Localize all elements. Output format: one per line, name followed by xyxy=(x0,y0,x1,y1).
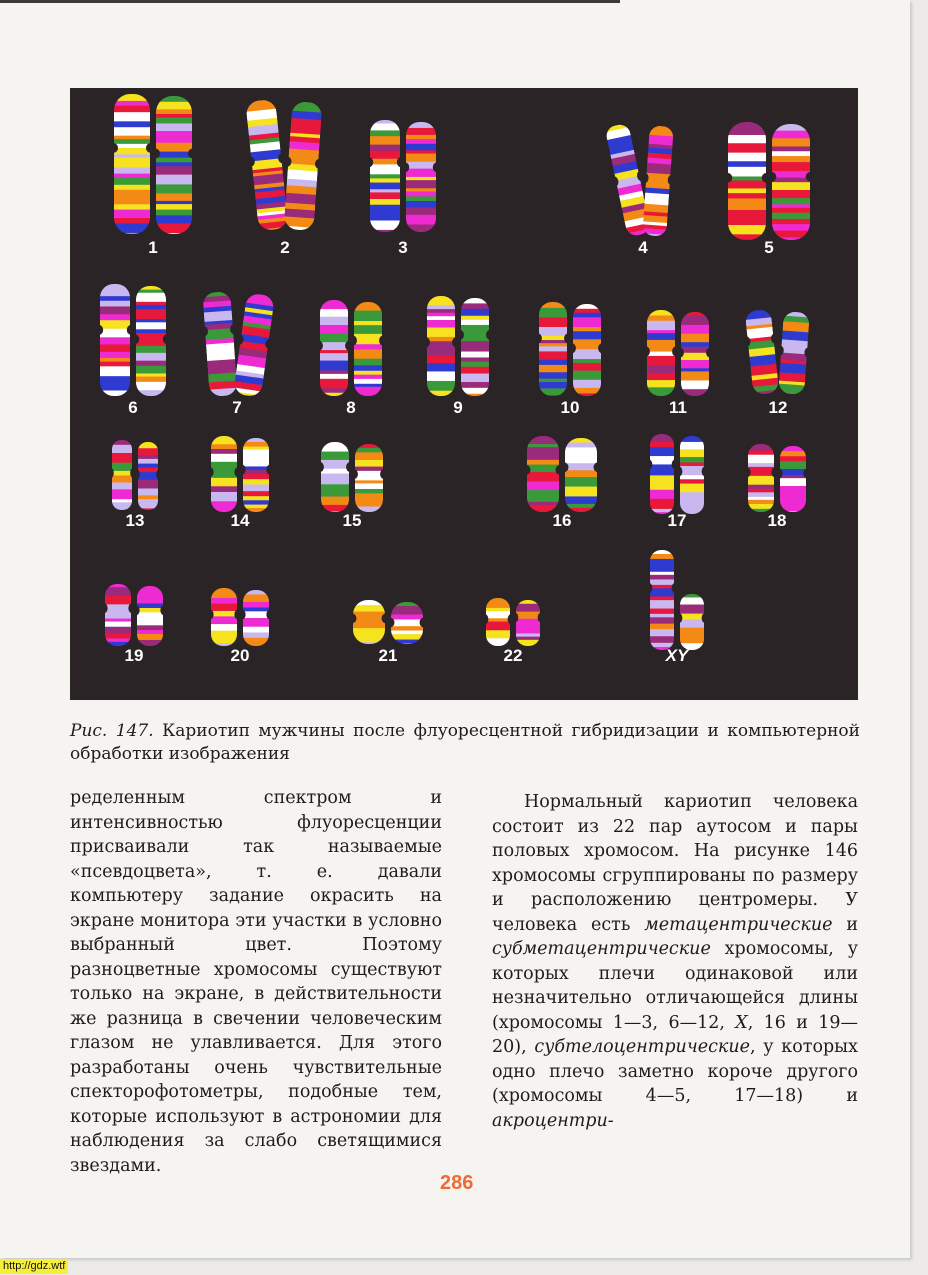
text-column-right xyxy=(492,790,858,1133)
karyotype-figure xyxy=(70,88,858,700)
chromosome-8-a xyxy=(315,300,353,397)
chromosome-18-a xyxy=(743,444,778,519)
chromosome-16-a xyxy=(522,436,565,514)
chromosome-3-a xyxy=(365,120,405,236)
chromosome-y xyxy=(676,594,709,652)
paragraph-karyotype xyxy=(492,790,858,1133)
chromosome-label-13: 13 xyxy=(125,511,145,530)
chromosome-3-b xyxy=(401,122,441,235)
chromosome-13-a xyxy=(108,440,136,512)
term-subtelocentric: субтелоцентрические xyxy=(534,1037,750,1057)
chromosome-16-b xyxy=(560,438,603,517)
chromosome-label-12: 12 xyxy=(768,398,788,417)
chromosome-label-3: 3 xyxy=(398,238,408,257)
chromosome-13-b xyxy=(134,442,162,515)
chromosome-label-17: 17 xyxy=(667,511,687,530)
watermark-link[interactable]: http://gdz.wtf xyxy=(0,1259,68,1274)
chromosome-19-a xyxy=(100,584,135,649)
chromosome-label-10: 10 xyxy=(560,398,580,417)
chromosome-20-b xyxy=(238,590,273,648)
chromosome-label-11: 11 xyxy=(669,398,687,417)
chromosome-label-2: 2 xyxy=(280,238,290,257)
chromosome-14-b xyxy=(238,438,273,518)
paragraph-text: , 16 и 19—20), xyxy=(492,1012,858,1057)
paragraph-text: хромосомы, у которых плечи одинаковой или незначительно отличающейся длины (хромосомы 1—3, 6—12, xyxy=(492,939,858,1033)
chromosome-label-16: 16 xyxy=(552,511,572,530)
chromosome-label-15: 15 xyxy=(342,511,362,530)
chromosome-9-b xyxy=(456,298,494,399)
caption-text: Кариотип мужчины после флуоресцентной гибридизации и компьютерной обработки изображения xyxy=(70,721,860,764)
chromosome-6-b xyxy=(131,286,171,399)
chromosome-4-b xyxy=(637,125,678,243)
chromosome-8-b xyxy=(349,302,387,397)
chromosome-9-a xyxy=(422,296,460,401)
chromosome-18-b xyxy=(775,446,810,517)
chromosome-6-a xyxy=(95,284,135,399)
paragraph-text: , у которых одно плечо заметно короче другого (хромосомы 4—5, 17—18) и xyxy=(492,1037,858,1106)
chromosome-label-22: 22 xyxy=(503,646,523,665)
chromosome-x xyxy=(646,550,679,657)
chromosome-14-a xyxy=(206,436,241,517)
term-submetacentric: субметацентрические xyxy=(492,939,711,959)
chromosome-1-b xyxy=(150,96,198,239)
chromosome-label-4: 4 xyxy=(638,238,648,257)
chromosome-label-1: 1 xyxy=(148,238,158,257)
chromosome-5-a xyxy=(722,122,773,246)
chromosome-17-a xyxy=(646,434,679,519)
chromosome-1-a xyxy=(108,94,156,243)
term-x-chromosome: X xyxy=(735,1012,748,1033)
chromosome-5-b xyxy=(766,124,817,247)
page-number: 286 xyxy=(440,1172,474,1194)
chromosome-label-18: 18 xyxy=(767,511,787,530)
page-top-edge xyxy=(0,0,620,3)
figure-reference: Рис. 147. xyxy=(70,721,154,741)
chromosome-11-a xyxy=(642,310,680,403)
chromosome-label-6: 6 xyxy=(128,398,138,417)
chromosome-15-a xyxy=(316,442,354,516)
paragraph-text: Нормальный кариотип человека состоит из 22 пар аутосом и пары половых хромосом. На рисунке 146 хромосомы сгруппированы по размеру и расположению центромеры. У человека есть xyxy=(492,792,858,935)
chromosome-label-9: 9 xyxy=(453,398,463,417)
term-metacentric: метацентрические xyxy=(644,914,833,935)
chromosome-label-19: 19 xyxy=(124,646,144,665)
chromosome-label-8: 8 xyxy=(346,398,356,417)
chromosome-20-a xyxy=(206,588,241,650)
karyotype-image xyxy=(70,88,858,700)
chromosome-label-5: 5 xyxy=(764,238,774,257)
chromosome-label-14: 14 xyxy=(230,511,250,530)
figure-caption xyxy=(70,720,860,766)
chromosome-12-b xyxy=(773,311,814,403)
chromosome-21-b xyxy=(386,602,429,649)
chromosome-21-a xyxy=(348,600,391,650)
paragraph-text: и xyxy=(832,914,858,935)
chromosome-label-XY: XY xyxy=(665,646,689,665)
chromosome-label-20: 20 xyxy=(230,646,250,665)
chromosome-10-a xyxy=(534,302,572,403)
chromosome-22-b xyxy=(512,600,545,647)
chromosome-label-7: 7 xyxy=(232,398,242,417)
text-column-left xyxy=(70,786,442,1178)
chromosome-11-b xyxy=(676,312,714,399)
chromosome-17-b xyxy=(676,436,709,516)
paragraph-left: ределенным спектром и интенсивностью флуоресценции присваивали так называемые «псевдоцвета», т. е. давали компьютеру задание окрасить на экране монитора эти участки в условно выбранный цвет. Поэтому разноцветные хромосомы существуют только на экране, в действительности же разница в свечении человеческим глазом не улавливается. Для этого разработаны очень чувствительные спекторофотометры, подобные тем, которые используют в астрономии для наблюдения за слабо светящимися звездами. xyxy=(70,788,442,1176)
term-acrocentric: акроцентри- xyxy=(492,1110,614,1131)
chromosome-15-b xyxy=(350,444,388,516)
chromosome-label-21: 21 xyxy=(378,646,398,665)
chromosome-10-b xyxy=(568,304,606,398)
chromosome-2-b xyxy=(278,101,328,239)
